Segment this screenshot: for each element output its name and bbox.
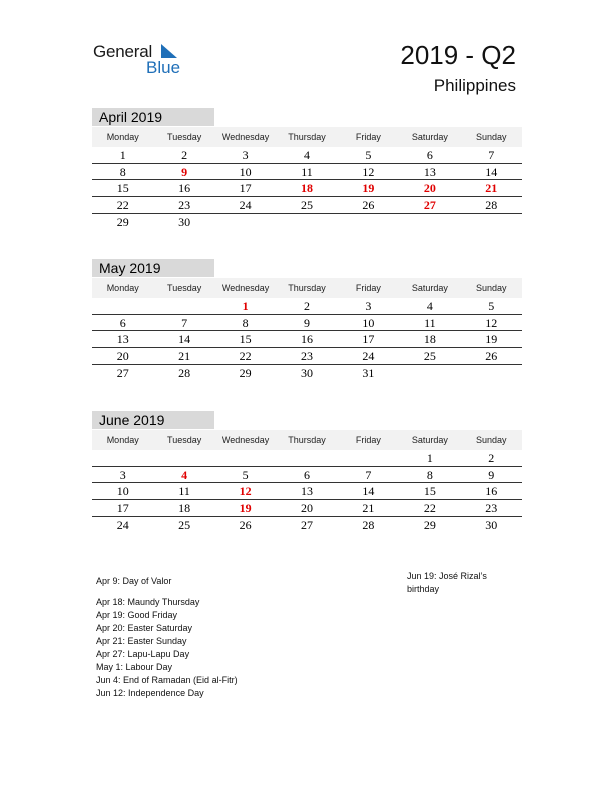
- day-cell: 24: [362, 349, 375, 364]
- holiday-note: Apr 27: Lapu-Lapu Day: [96, 649, 190, 659]
- day-cell: 21: [178, 349, 191, 364]
- day-cell: 8: [426, 467, 433, 482]
- day-cell: 21: [362, 501, 375, 516]
- day-cell: 13: [300, 484, 313, 499]
- weekday-label: Thursday: [288, 283, 326, 293]
- day-cell: 9: [303, 315, 310, 330]
- day-cell: 31: [362, 365, 375, 380]
- day-cell: 16: [300, 332, 313, 347]
- holiday-date: 4: [181, 467, 188, 482]
- weekday-label: Monday: [106, 283, 139, 293]
- holiday-note: May 1: Labour Day: [96, 662, 173, 672]
- holiday-note: Apr 21: Easter Sunday: [96, 636, 187, 646]
- weekday-label: Wednesday: [221, 435, 270, 445]
- holiday-date: 21: [485, 181, 498, 196]
- day-cell: 28: [362, 517, 375, 532]
- day-cell: 8: [119, 164, 126, 179]
- week-row: [92, 197, 522, 214]
- day-cell: 6: [426, 148, 433, 162]
- week-row: [92, 315, 522, 332]
- day-cell: 15: [239, 332, 252, 347]
- day-cell: 22: [239, 349, 252, 364]
- day-cell: 13: [116, 332, 129, 347]
- day-cell: [399, 365, 460, 382]
- country-name: Philippines: [433, 76, 516, 95]
- day-cell: 14: [178, 332, 191, 347]
- day-cell: 2: [303, 299, 310, 313]
- week-row: [92, 450, 522, 467]
- day-cell: 2: [488, 451, 495, 465]
- day-cell: 28: [485, 198, 498, 213]
- day-cell: 5: [242, 467, 249, 482]
- day-cell: 17: [116, 501, 129, 516]
- day-cell: 18: [423, 332, 436, 347]
- day-cell: 20: [300, 501, 313, 516]
- day-cell: 3: [365, 299, 372, 313]
- weekday-label: Saturday: [411, 435, 448, 445]
- holiday-note: Jun 4: End of Ramadan (Eid al-Fitr): [96, 675, 238, 685]
- weekday-label: Friday: [355, 132, 381, 142]
- holiday-note: Apr 9: Day of Valor: [96, 576, 172, 586]
- day-cell: 14: [362, 484, 375, 499]
- weekday-label: Tuesday: [167, 435, 202, 445]
- week-row: [92, 147, 522, 164]
- day-cell: 10: [362, 315, 375, 330]
- day-cell: 23: [485, 501, 498, 516]
- holiday-note: Jun 19: José Rizal’s birthday: [407, 571, 487, 594]
- day-cell: 3: [242, 148, 249, 162]
- day-cell: 29: [239, 365, 252, 380]
- day-cell: 13: [423, 164, 436, 179]
- weekday-label: Tuesday: [167, 283, 202, 293]
- day-cell: 14: [485, 164, 498, 179]
- logo-blue-text: Blue: [146, 58, 181, 77]
- day-cell: [461, 214, 522, 231]
- weekday-label: Saturday: [411, 132, 448, 142]
- month-block: [92, 411, 522, 533]
- holiday-date: 27: [423, 198, 436, 213]
- holiday-list-right: [407, 570, 517, 596]
- day-cell: 9: [488, 467, 495, 482]
- weekday-label: Tuesday: [167, 132, 202, 142]
- day-cell: [276, 450, 337, 466]
- logo: [93, 40, 193, 80]
- day-cell: 29: [116, 214, 129, 229]
- day-cell: [215, 214, 276, 231]
- holiday-note: Apr 18: Maundy Thursday: [96, 597, 200, 607]
- day-cell: 26: [362, 198, 375, 213]
- holiday-date: 18: [300, 181, 313, 196]
- day-cell: 6: [119, 315, 126, 330]
- weekday-header: [92, 127, 522, 147]
- week-row: [92, 331, 522, 348]
- day-cell: 29: [423, 517, 436, 532]
- day-cell: 11: [301, 164, 313, 179]
- week-row: [92, 483, 522, 500]
- holiday-date: 1: [242, 299, 249, 313]
- day-cell: [399, 214, 460, 231]
- day-cell: 7: [181, 315, 188, 330]
- day-cell: 2: [181, 148, 188, 162]
- weekday-header: [92, 278, 522, 298]
- holiday-date: 19: [239, 501, 252, 516]
- day-cell: 19: [485, 332, 498, 347]
- holiday-date: 19: [362, 181, 375, 196]
- day-cell: 27: [300, 517, 313, 532]
- page-title: 2019 - Q2: [400, 40, 516, 70]
- weekday-label: Sunday: [476, 132, 507, 142]
- week-row: [92, 164, 522, 181]
- month-label: June 2019: [92, 411, 214, 429]
- day-cell: 3: [119, 467, 126, 482]
- weekday-label: Monday: [106, 435, 139, 445]
- day-cell: 17: [239, 181, 252, 196]
- day-cell: 30: [178, 214, 191, 229]
- holiday-date: 20: [423, 181, 436, 196]
- weekday-label: Wednesday: [221, 132, 270, 142]
- logo-triangle-icon: [161, 44, 177, 58]
- day-cell: 8: [242, 315, 249, 330]
- day-cell: 6: [303, 467, 310, 482]
- week-row: [92, 365, 522, 382]
- weekday-label: Thursday: [288, 132, 326, 142]
- day-cell: 26: [239, 517, 252, 532]
- weekday-label: Monday: [106, 132, 139, 142]
- day-cell: 15: [116, 181, 129, 196]
- day-cell: 15: [423, 484, 436, 499]
- day-cell: 28: [178, 365, 191, 380]
- holiday-date: 9: [181, 164, 188, 179]
- weekday-label: Saturday: [411, 283, 448, 293]
- day-cell: 25: [423, 349, 436, 364]
- weekday-header: [92, 430, 522, 450]
- day-cell: 22: [116, 198, 129, 213]
- week-row: [92, 517, 522, 534]
- day-cell: 20: [116, 349, 129, 364]
- weekday-label: Sunday: [476, 435, 507, 445]
- weekday-label: Sunday: [476, 283, 507, 293]
- day-cell: 17: [362, 332, 375, 347]
- day-cell: 10: [239, 164, 252, 179]
- day-cell: 23: [178, 198, 191, 213]
- holiday-note: Jun 12: Independence Day: [96, 688, 204, 698]
- day-cell: 26: [485, 349, 498, 364]
- month-block: [92, 108, 522, 230]
- day-cell: 1: [119, 148, 126, 162]
- logo-general-text: General: [93, 42, 153, 61]
- weekday-label: Wednesday: [221, 283, 270, 293]
- day-cell: 27: [116, 365, 129, 380]
- day-cell: 18: [178, 501, 191, 516]
- day-cell: 16: [485, 484, 498, 499]
- day-cell: 23: [300, 349, 313, 364]
- day-cell: 30: [300, 365, 313, 380]
- day-cell: [338, 214, 399, 231]
- day-cell: 10: [116, 484, 129, 499]
- day-cell: 25: [178, 517, 191, 532]
- day-cell: 5: [365, 148, 372, 162]
- day-cell: [92, 298, 153, 314]
- day-cell: [338, 450, 399, 466]
- week-row: [92, 467, 522, 484]
- day-cell: [92, 450, 153, 466]
- holiday-date: 12: [239, 484, 252, 499]
- day-cell: 12: [362, 164, 375, 179]
- day-cell: 1: [426, 451, 433, 465]
- holiday-note: Apr 19: Good Friday: [96, 610, 178, 620]
- day-cell: 24: [116, 517, 129, 532]
- weekday-label: Friday: [355, 435, 381, 445]
- week-row: [92, 500, 522, 517]
- holiday-note: Apr 20: Easter Saturday: [96, 623, 193, 633]
- day-cell: 4: [303, 148, 310, 162]
- week-row: [92, 180, 522, 197]
- day-cell: 16: [178, 181, 191, 196]
- day-cell: [215, 450, 276, 466]
- day-cell: [153, 450, 214, 466]
- day-cell: 30: [485, 517, 498, 532]
- day-cell: 25: [300, 198, 313, 213]
- week-row: [92, 348, 522, 365]
- day-cell: [461, 365, 522, 382]
- day-cell: [276, 214, 337, 231]
- month-block: [92, 259, 522, 381]
- day-cell: [153, 298, 214, 314]
- day-cell: 22: [423, 501, 436, 516]
- holiday-list: [96, 575, 396, 700]
- week-row: [92, 214, 522, 231]
- day-cell: 24: [239, 198, 252, 213]
- day-cell: 5: [488, 299, 495, 313]
- month-label: April 2019: [92, 108, 214, 126]
- month-label: May 2019: [92, 259, 214, 277]
- day-cell: 7: [488, 148, 495, 162]
- weekday-label: Friday: [355, 283, 381, 293]
- day-cell: 11: [424, 315, 436, 330]
- day-cell: 7: [365, 467, 372, 482]
- weekday-label: Thursday: [288, 435, 326, 445]
- day-cell: 4: [426, 299, 433, 313]
- day-cell: 12: [485, 315, 498, 330]
- week-row: [92, 298, 522, 315]
- day-cell: 11: [178, 484, 190, 499]
